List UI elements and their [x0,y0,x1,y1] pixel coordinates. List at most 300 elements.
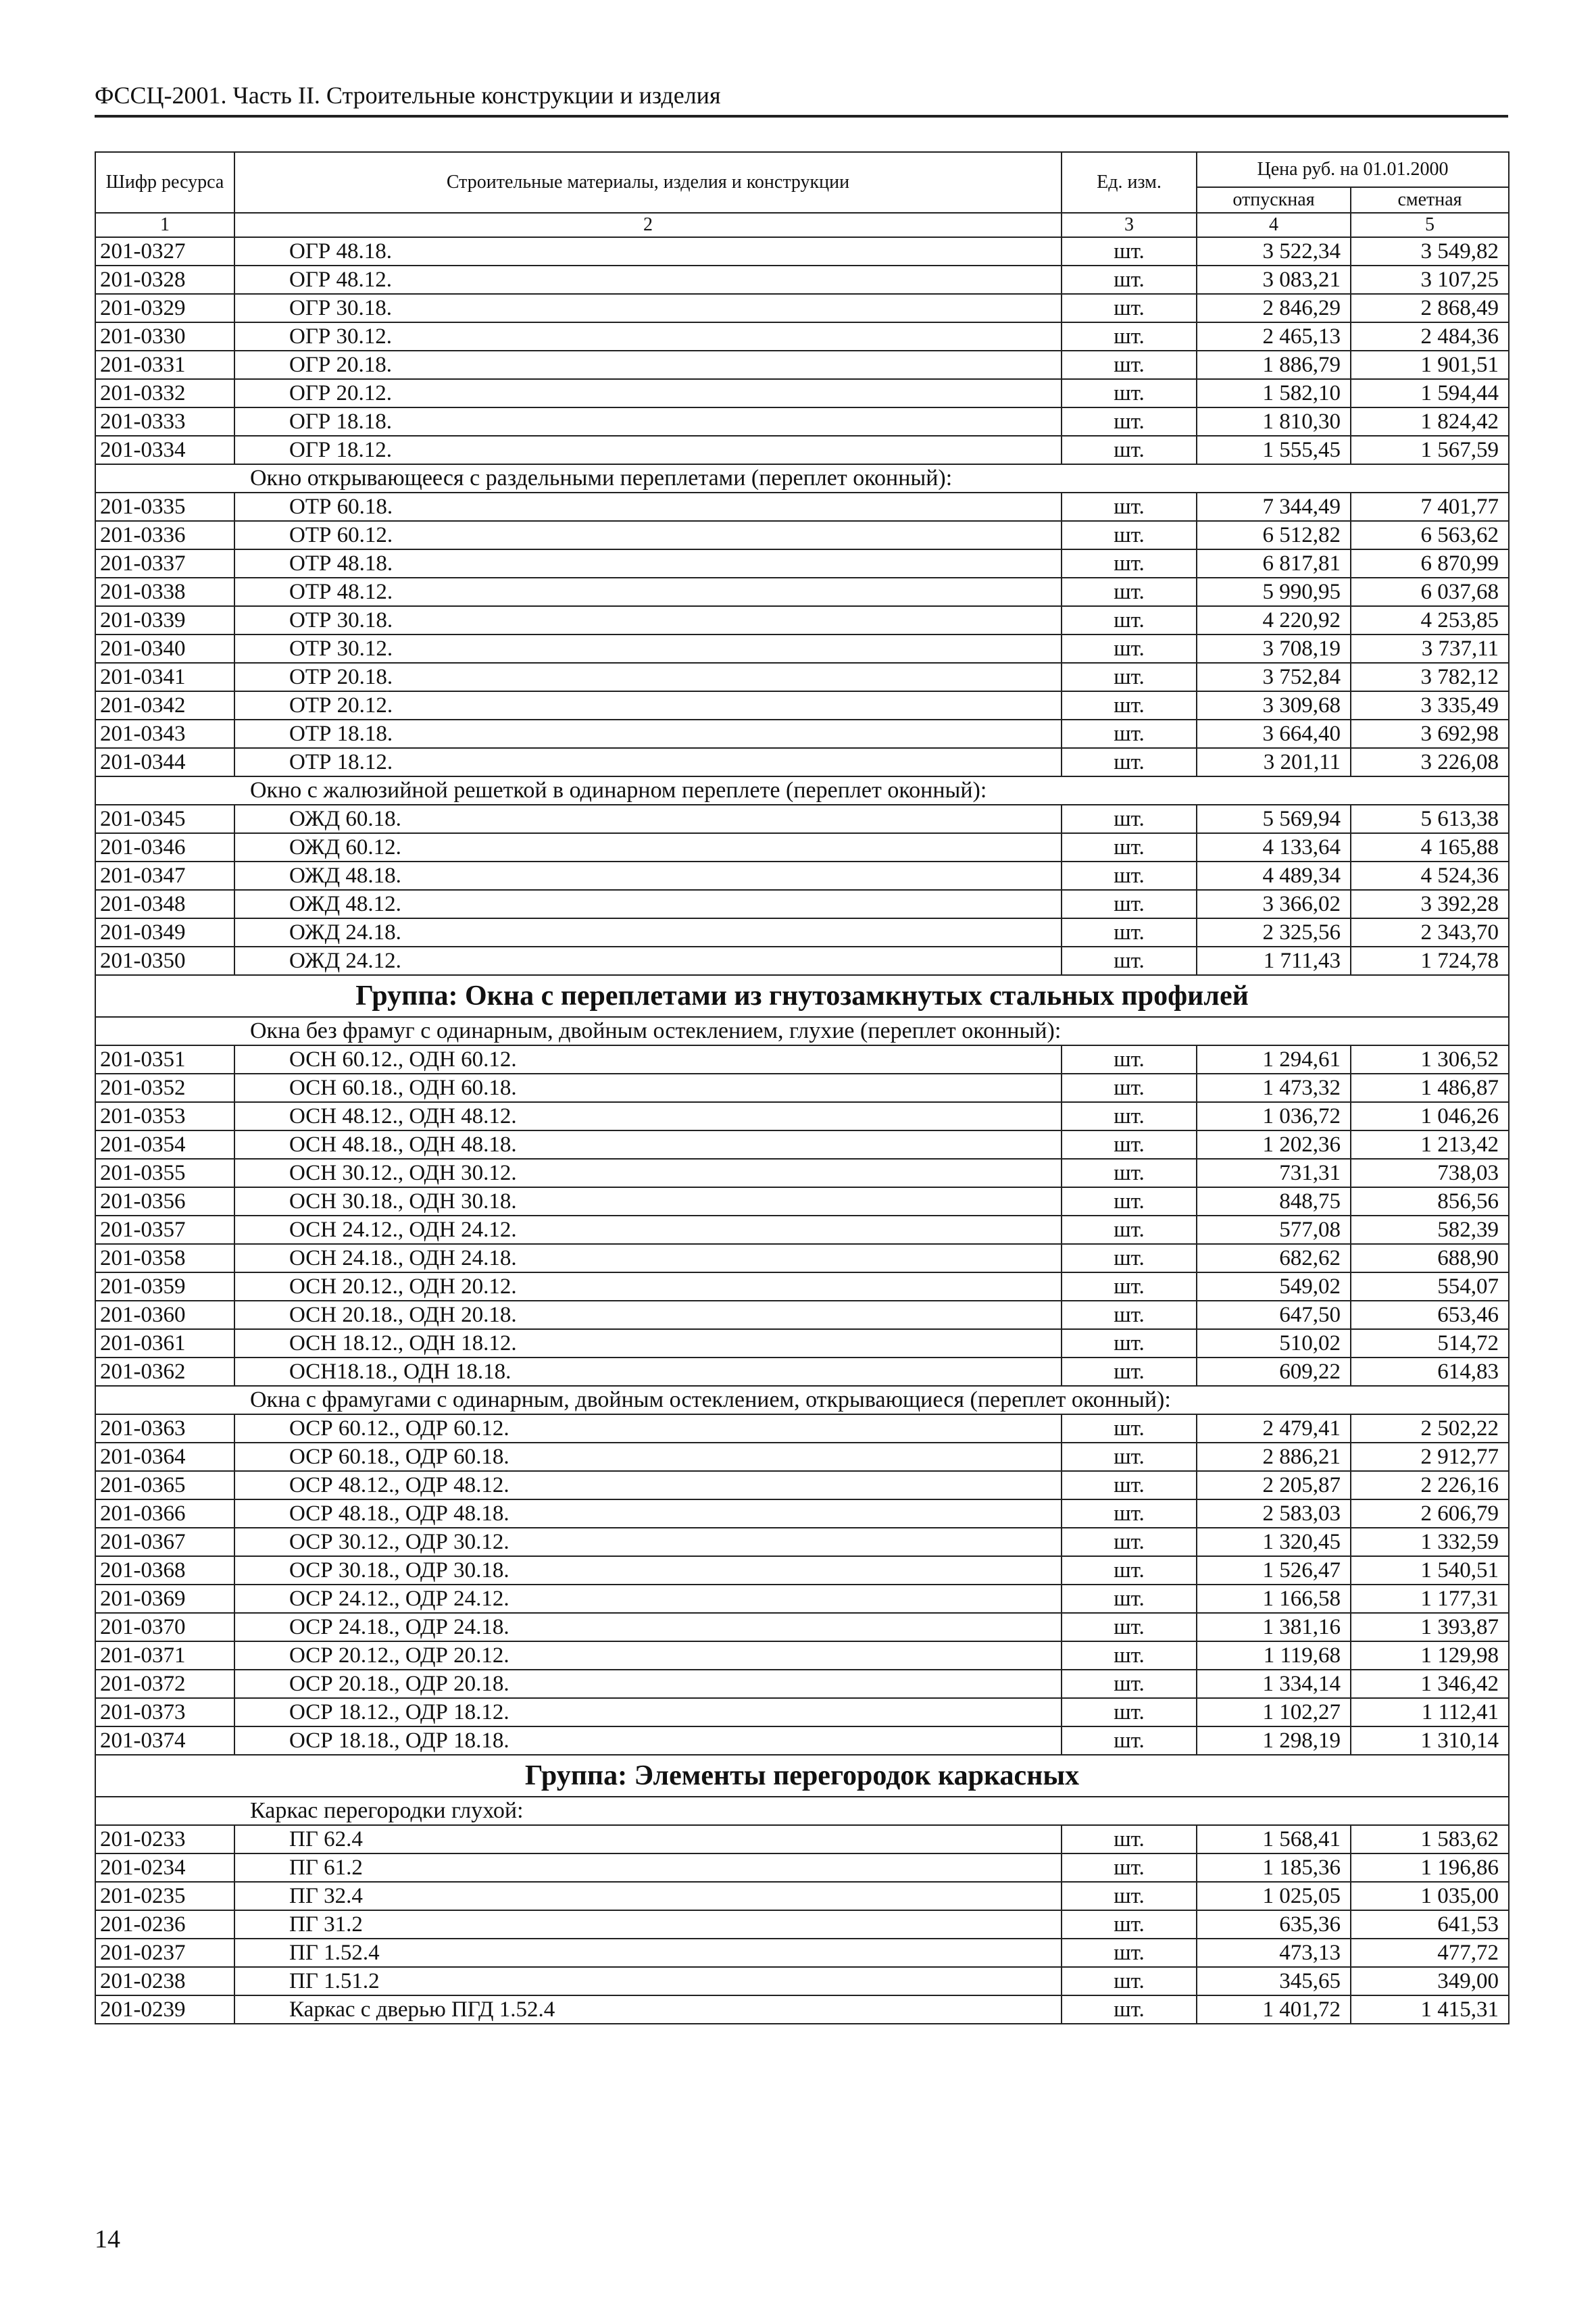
item-name: ОСН 60.18., ОДН 60.18. [234,1074,1062,1102]
unit: шт. [1062,1698,1197,1726]
price-release: 635,36 [1197,1910,1351,1939]
table-row [95,1471,1509,1499]
resource-code: 201-0235 [95,1882,234,1910]
unit: шт. [1062,266,1197,294]
price-estimate: 1 310,14 [1351,1726,1509,1755]
col-number: 5 [1351,213,1509,237]
price-estimate: 641,53 [1351,1910,1509,1939]
item-name: ОСН 48.12., ОДН 48.12. [234,1102,1062,1130]
resource-code: 201-0350 [95,947,234,975]
price-estimate: 4 165,88 [1351,833,1509,862]
price-release: 4 133,64 [1197,833,1351,862]
col-number: 1 [95,213,234,237]
unit: шт. [1062,1641,1197,1670]
item-name: ОЖД 48.18. [234,862,1062,890]
resource-code: 201-0359 [95,1272,234,1301]
resource-code: 201-0239 [95,1995,234,2024]
table-row [95,748,1509,776]
resource-code: 201-0339 [95,606,234,634]
item-name: ОГР 48.18. [234,237,1062,266]
item-name: ОСН 24.18., ОДН 24.18. [234,1244,1062,1272]
item-name: ОСР 24.18., ОДР 24.18. [234,1613,1062,1641]
table-row [95,1967,1509,1995]
item-name: ОТР 48.12. [234,578,1062,606]
price-estimate: 1 594,44 [1351,379,1509,407]
resource-code: 201-0368 [95,1556,234,1585]
item-name: ПГ 61.2 [234,1853,1062,1882]
item-name: ОСН 20.18., ОДН 20.18. [234,1301,1062,1329]
unit: шт. [1062,351,1197,379]
group-heading-row [95,1755,1509,1797]
resource-code: 201-0337 [95,549,234,578]
resource-code: 201-0329 [95,294,234,322]
table-row [95,1329,1509,1358]
resource-code: 201-0347 [95,862,234,890]
price-estimate: 2 484,36 [1351,322,1509,351]
resource-code: 201-0372 [95,1670,234,1698]
item-name: ОЖД 24.18. [234,918,1062,947]
price-estimate: 349,00 [1351,1967,1509,1995]
resource-code: 201-0355 [95,1159,234,1187]
unit: шт. [1062,407,1197,436]
unit: шт. [1062,663,1197,691]
price-estimate: 1 724,78 [1351,947,1509,975]
section-heading: Каркас перегородки глухой: [95,1797,1509,1825]
group-heading: Группа: Элементы перегородок каркасных [95,1755,1509,1797]
unit: шт. [1062,1967,1197,1995]
unit: шт. [1062,1910,1197,1939]
col-number: 4 [1197,213,1351,237]
price-estimate: 653,46 [1351,1301,1509,1329]
price-release: 1 886,79 [1197,351,1351,379]
price-estimate: 514,72 [1351,1329,1509,1358]
price-estimate: 4 524,36 [1351,862,1509,890]
item-name: ОСР 18.18., ОДР 18.18. [234,1726,1062,1755]
unit: шт. [1062,493,1197,521]
price-estimate: 1 306,52 [1351,1045,1509,1074]
item-name: ОСН 60.12., ОДН 60.12. [234,1045,1062,1074]
table-row [95,351,1509,379]
section-heading: Окна без фрамуг с одинарным, двойным остеклением, глухие (переплет оконный): [95,1017,1509,1045]
price-estimate: 2 343,70 [1351,918,1509,947]
table-row [95,493,1509,521]
table-row [95,1726,1509,1755]
price-estimate: 1 393,87 [1351,1613,1509,1641]
price-estimate: 1 213,42 [1351,1130,1509,1159]
unit: шт. [1062,1216,1197,1244]
table-row [95,322,1509,351]
resource-code: 201-0330 [95,322,234,351]
unit: шт. [1062,521,1197,549]
price-estimate: 6 563,62 [1351,521,1509,549]
item-name: ОСР 30.18., ОДР 30.18. [234,1556,1062,1585]
table-row [95,1698,1509,1726]
section-heading-row [95,1017,1509,1045]
unit: шт. [1062,379,1197,407]
item-name: ОСН 30.18., ОДН 30.18. [234,1187,1062,1216]
price-release: 1 555,45 [1197,436,1351,464]
resource-code: 201-0342 [95,691,234,720]
price-estimate: 1 583,62 [1351,1825,1509,1853]
price-estimate: 5 613,38 [1351,805,1509,833]
resource-code: 201-0234 [95,1853,234,1882]
price-release: 5 569,94 [1197,805,1351,833]
resource-code: 201-0333 [95,407,234,436]
unit: шт. [1062,1726,1197,1755]
price-estimate: 3 335,49 [1351,691,1509,720]
price-estimate: 6 037,68 [1351,578,1509,606]
item-name: ОГР 30.18. [234,294,1062,322]
item-name: ОЖД 60.12. [234,833,1062,862]
item-name: ОГР 48.12. [234,266,1062,294]
price-estimate: 554,07 [1351,1272,1509,1301]
item-name: ОЖД 60.18. [234,805,1062,833]
unit: шт. [1062,890,1197,918]
resource-code: 201-0364 [95,1443,234,1471]
table-row [95,862,1509,890]
unit: шт. [1062,1613,1197,1641]
unit: шт. [1062,1130,1197,1159]
table-row [95,1244,1509,1272]
resource-code: 201-0351 [95,1045,234,1074]
table-row [95,1301,1509,1329]
unit: шт. [1062,1102,1197,1130]
price-release: 345,65 [1197,1967,1351,1995]
item-name: ОГР 20.18. [234,351,1062,379]
unit: шт. [1062,294,1197,322]
item-name: ОТР 18.12. [234,748,1062,776]
item-name: ОСР 60.12., ОДР 60.12. [234,1414,1062,1443]
price-release: 1 810,30 [1197,407,1351,436]
table-row [95,634,1509,663]
table-row [95,379,1509,407]
price-release: 682,62 [1197,1244,1351,1272]
price-release: 2 465,13 [1197,322,1351,351]
unit: шт. [1062,634,1197,663]
section-heading: Окна с фрамугами с одинарным, двойным остеклением, открывающиеся (переплет оконный): [95,1386,1509,1414]
price-release: 1 711,43 [1197,947,1351,975]
price-release: 1 119,68 [1197,1641,1351,1670]
resource-code: 201-0367 [95,1528,234,1556]
price-estimate: 3 107,25 [1351,266,1509,294]
resource-code: 201-0331 [95,351,234,379]
section-heading-row [95,1797,1509,1825]
price-release: 4 220,92 [1197,606,1351,634]
group-heading: Группа: Окна с переплетами из гнутозамкнутых стальных профилей [95,975,1509,1017]
price-release: 7 344,49 [1197,493,1351,521]
unit: шт. [1062,1853,1197,1882]
group-heading-row [95,975,1509,1017]
price-estimate: 3 549,82 [1351,237,1509,266]
table-row [95,1939,1509,1967]
price-estimate: 688,90 [1351,1244,1509,1272]
table-row [95,691,1509,720]
price-release: 1 025,05 [1197,1882,1351,1910]
price-release: 848,75 [1197,1187,1351,1216]
unit: шт. [1062,1443,1197,1471]
price-release: 2 479,41 [1197,1414,1351,1443]
price-estimate: 2 502,22 [1351,1414,1509,1443]
item-name: ОТР 20.12. [234,691,1062,720]
unit: шт. [1062,322,1197,351]
unit: шт. [1062,1329,1197,1358]
resource-code: 201-0354 [95,1130,234,1159]
unit: шт. [1062,833,1197,862]
price-estimate: 1 540,51 [1351,1556,1509,1585]
price-release: 1 568,41 [1197,1825,1351,1853]
price-estimate: 3 782,12 [1351,663,1509,691]
resource-code: 201-0363 [95,1414,234,1443]
table-row [95,663,1509,691]
resource-code: 201-0237 [95,1939,234,1967]
price-release: 1 526,47 [1197,1556,1351,1585]
price-release: 6 512,82 [1197,521,1351,549]
price-release: 577,08 [1197,1216,1351,1244]
price-release: 2 583,03 [1197,1499,1351,1528]
price-release: 3 366,02 [1197,890,1351,918]
table-row [95,1499,1509,1528]
item-name: ОСР 60.18., ОДР 60.18. [234,1443,1062,1471]
resource-code: 201-0334 [95,436,234,464]
price-estimate: 738,03 [1351,1159,1509,1187]
price-release: 3 522,34 [1197,237,1351,266]
unit: шт. [1062,1301,1197,1329]
table-row [95,606,1509,634]
price-estimate: 1 046,26 [1351,1102,1509,1130]
item-name: ПГ 62.4 [234,1825,1062,1853]
price-estimate: 4 253,85 [1351,606,1509,634]
price-release: 1 320,45 [1197,1528,1351,1556]
resource-code: 201-0362 [95,1358,234,1386]
table-row [95,1414,1509,1443]
item-name: ОТР 60.18. [234,493,1062,521]
page-number: 14 [95,2225,120,2254]
resource-code: 201-0236 [95,1910,234,1939]
unit: шт. [1062,606,1197,634]
unit: шт. [1062,1995,1197,2024]
table-row [95,1556,1509,1585]
table-row [95,1613,1509,1641]
price-estimate: 3 737,11 [1351,634,1509,663]
col-header-price: Цена руб. на 01.01.2000 [1197,152,1509,187]
table-row [95,521,1509,549]
resource-code: 201-0346 [95,833,234,862]
resource-code: 201-0328 [95,266,234,294]
section-heading: Окно с жалюзийной решеткой в одинарном переплете (переплет оконный): [95,776,1509,805]
price-release: 549,02 [1197,1272,1351,1301]
unit: шт. [1062,947,1197,975]
unit: шт. [1062,1244,1197,1272]
price-estimate: 1 486,87 [1351,1074,1509,1102]
resource-code: 201-0344 [95,748,234,776]
unit: шт. [1062,1825,1197,1853]
unit: шт. [1062,549,1197,578]
table-row [95,890,1509,918]
price-estimate: 856,56 [1351,1187,1509,1216]
resource-code: 201-0353 [95,1102,234,1130]
price-estimate: 1 196,86 [1351,1853,1509,1882]
unit: шт. [1062,578,1197,606]
unit: шт. [1062,1882,1197,1910]
price-estimate: 1 901,51 [1351,351,1509,379]
unit: шт. [1062,237,1197,266]
table-row [95,833,1509,862]
item-name: ОСН 30.12., ОДН 30.12. [234,1159,1062,1187]
unit: шт. [1062,748,1197,776]
col-header-unit: Ед. изм. [1062,152,1197,213]
price-estimate: 614,83 [1351,1358,1509,1386]
table-row [95,294,1509,322]
resource-code: 201-0336 [95,521,234,549]
col-number: 2 [234,213,1062,237]
table-row [95,1910,1509,1939]
table-row [95,578,1509,606]
section-heading-row [95,1386,1509,1414]
price-release: 2 205,87 [1197,1471,1351,1499]
table-row [95,1882,1509,1910]
price-release: 1 298,19 [1197,1726,1351,1755]
price-estimate: 7 401,77 [1351,493,1509,521]
unit: шт. [1062,691,1197,720]
price-release: 473,13 [1197,1939,1351,1967]
item-name: ОСН 20.12., ОДН 20.12. [234,1272,1062,1301]
resource-code: 201-0338 [95,578,234,606]
item-name: ПГ 31.2 [234,1910,1062,1939]
table-row [95,720,1509,748]
price-release: 1 294,61 [1197,1045,1351,1074]
price-release: 609,22 [1197,1358,1351,1386]
price-estimate: 1 129,98 [1351,1641,1509,1670]
unit: шт. [1062,1499,1197,1528]
price-estimate: 1 824,42 [1351,407,1509,436]
price-release: 1 582,10 [1197,379,1351,407]
unit: шт. [1062,1272,1197,1301]
price-estimate: 1 177,31 [1351,1585,1509,1613]
resource-code: 201-0357 [95,1216,234,1244]
price-estimate: 2 606,79 [1351,1499,1509,1528]
table-row [95,1045,1509,1074]
price-estimate: 477,72 [1351,1939,1509,1967]
price-release: 6 817,81 [1197,549,1351,578]
resource-code: 201-0233 [95,1825,234,1853]
col-number: 3 [1062,213,1197,237]
resource-code: 201-0349 [95,918,234,947]
unit: шт. [1062,805,1197,833]
price-estimate: 2 868,49 [1351,294,1509,322]
table-row [95,436,1509,464]
price-estimate: 6 870,99 [1351,549,1509,578]
resource-code: 201-0238 [95,1967,234,1995]
price-estimate: 1 346,42 [1351,1670,1509,1698]
table-row [95,1130,1509,1159]
item-name: ОЖД 24.12. [234,947,1062,975]
price-release: 3 664,40 [1197,720,1351,748]
price-release: 1 334,14 [1197,1670,1351,1698]
item-name: ПГ 32.4 [234,1882,1062,1910]
item-name: ОСР 20.18., ОДР 20.18. [234,1670,1062,1698]
price-release: 1 166,58 [1197,1585,1351,1613]
section-heading-row [95,464,1509,493]
price-release: 1 102,27 [1197,1698,1351,1726]
table-row [95,1641,1509,1670]
unit: шт. [1062,1045,1197,1074]
price-table [95,151,1510,2024]
table-row [95,266,1509,294]
table-row [95,1528,1509,1556]
section-heading-row [95,776,1509,805]
table-row [95,805,1509,833]
resource-code: 201-0348 [95,890,234,918]
table-row [95,1272,1509,1301]
col-header-name: Строительные материалы, изделия и конструкции [234,152,1062,213]
price-release: 4 489,34 [1197,862,1351,890]
item-name: ОГР 30.12. [234,322,1062,351]
resource-code: 201-0332 [95,379,234,407]
unit: шт. [1062,1585,1197,1613]
item-name: ОСН18.18., ОДН 18.18. [234,1358,1062,1386]
price-release: 3 752,84 [1197,663,1351,691]
resource-code: 201-0343 [95,720,234,748]
price-release: 731,31 [1197,1159,1351,1187]
table-row [95,1585,1509,1613]
price-release: 2 846,29 [1197,294,1351,322]
col-header-release: отпускная [1197,187,1351,213]
table-row [95,918,1509,947]
price-release: 2 325,56 [1197,918,1351,947]
price-estimate: 582,39 [1351,1216,1509,1244]
resource-code: 201-0327 [95,237,234,266]
resource-code: 201-0345 [95,805,234,833]
unit: шт. [1062,862,1197,890]
table-row [95,1853,1509,1882]
table-row [95,1102,1509,1130]
unit: шт. [1062,1187,1197,1216]
item-name: ОСР 18.12., ОДР 18.12. [234,1698,1062,1726]
unit: шт. [1062,1556,1197,1585]
unit: шт. [1062,1939,1197,1967]
price-release: 510,02 [1197,1329,1351,1358]
price-release: 1 473,32 [1197,1074,1351,1102]
item-name: ОСН 24.12., ОДН 24.12. [234,1216,1062,1244]
unit: шт. [1062,1159,1197,1187]
price-release: 1 401,72 [1197,1995,1351,2024]
resource-code: 201-0370 [95,1613,234,1641]
price-release: 1 381,16 [1197,1613,1351,1641]
item-name: ОСР 24.12., ОДР 24.12. [234,1585,1062,1613]
resource-code: 201-0335 [95,493,234,521]
resource-code: 201-0341 [95,663,234,691]
resource-code: 201-0365 [95,1471,234,1499]
resource-code: 201-0369 [95,1585,234,1613]
item-name: ПГ 1.51.2 [234,1967,1062,1995]
item-name: ОСН 18.12., ОДН 18.12. [234,1329,1062,1358]
item-name: ОГР 18.12. [234,436,1062,464]
table-row [95,1074,1509,1102]
table-body [95,237,1509,2024]
resource-code: 201-0374 [95,1726,234,1755]
unit: шт. [1062,1528,1197,1556]
item-name: ОГР 20.12. [234,379,1062,407]
table-row [95,947,1509,975]
table-row [95,1216,1509,1244]
item-name: ОГР 18.18. [234,407,1062,436]
item-name: ОТР 30.12. [234,634,1062,663]
resource-code: 201-0352 [95,1074,234,1102]
price-release: 3 201,11 [1197,748,1351,776]
price-release: 3 708,19 [1197,634,1351,663]
table-row [95,1187,1509,1216]
price-estimate: 1 415,31 [1351,1995,1509,2024]
